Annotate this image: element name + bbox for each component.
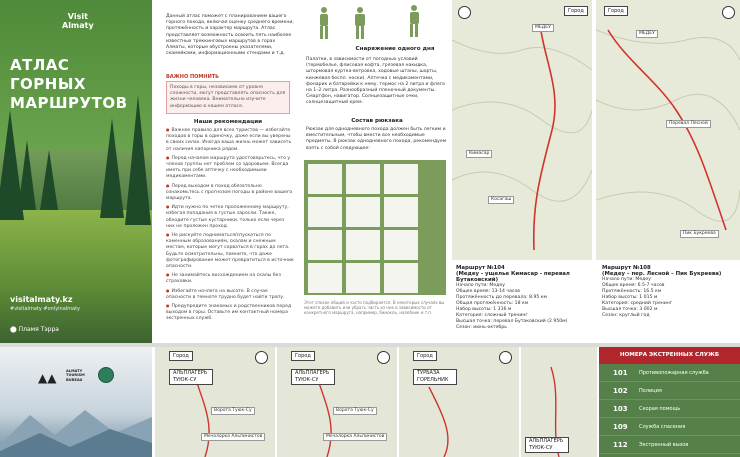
route-title: Маршрут №108 [602, 265, 651, 271]
place-label: Мечалорка Альпинистов [201, 433, 265, 441]
hiker-icon [350, 6, 370, 40]
list-item: ● Не занимайтесь восхождением на скалы без страховки. [166, 272, 294, 285]
backpack-icon [308, 164, 342, 194]
tree-icon [18, 140, 36, 210]
emergency-label: Служба спасения [639, 423, 686, 430]
mosquito-icon [346, 263, 380, 293]
camp-label: АЛЬПЛАГЕРЬ ТУЮК-СУ [169, 369, 213, 385]
mountains-illustration [0, 405, 152, 457]
compass-icon [458, 6, 471, 19]
route-title: Маршрут №104 [456, 265, 505, 271]
city-tag: Город [413, 351, 437, 361]
emergency-row [599, 400, 740, 418]
list-item: ● Перед началом маршрута удостоверьтесь, что у членов группы нет проблем со здоровьем. Всегда иметь при себе аптечку с необходимыми медикаментами. [166, 155, 294, 181]
gear-title: Снаряжение одного дня [355, 46, 435, 52]
route-line-5: Высшая точка: 3 002 м [602, 307, 658, 312]
emergency-title: НОМЕРА ЭКСТРЕННЫХ СЛУЖБ [599, 347, 740, 364]
map-tuyuk-su-2 [277, 347, 397, 457]
place-label: Мечалорка Альпинистов [323, 433, 387, 441]
hiker-icon [314, 6, 334, 40]
hat-icon [308, 263, 342, 293]
brochure-bottom-sheet [0, 347, 740, 457]
camp-label: ТУРБАЗА ГОРЕЛЬНИК [413, 369, 457, 385]
peak-label: Пик Букреева [680, 230, 719, 238]
route-line-7: Сезон: июнь-октябрь [456, 325, 508, 330]
emergency-label: Экстренный вызов [639, 441, 689, 448]
warn-box: Походы в горы, независимо от уровня сложности, могут представлять опасность для жизни человека. Внимательно изучите информацию в нашем атласе. [166, 81, 290, 114]
emergency-row [599, 436, 740, 454]
route-subtitle: (Медеу - ущелье Кимасар - перевал Бутаковский) [456, 271, 570, 283]
medeu-label: МЕДЕУ [636, 30, 658, 38]
tree-icon [125, 95, 151, 225]
route-line [608, 30, 726, 230]
compass-icon [722, 6, 735, 19]
tree-icon [40, 150, 58, 210]
route-108-info [596, 263, 740, 343]
list-item: ● Не рискуйте подниматься/спускаться по каменным образованиям, скалам и снежным местам, которые могут сорваться в горах до лета. Будьте осмотрительны, помните, что даже фотографирование может превратиться в источник опасности. [166, 232, 294, 270]
emergency-number: 102 [613, 386, 628, 395]
list-item: ● Идти нужно по четко проложенному маршруту, избегая попадания в густые заросли. Также, обходите густые кустарники, только если через них не проложен проход. [166, 204, 294, 230]
location-label: Пламя Тэрра [18, 326, 59, 333]
jacket-icon [384, 164, 418, 194]
route-line-6: Сезон: круглый год [602, 313, 650, 318]
map-terrain [399, 347, 519, 457]
mountain-logo-icon: ▲▲ [38, 371, 57, 385]
emergency-panel [599, 347, 740, 457]
city-tag: Город [564, 6, 588, 16]
emergency-label: Скорая помощь [639, 405, 681, 412]
route-104-map [452, 0, 592, 260]
emergency-row [599, 418, 740, 436]
location-pin-icon: ⬤ [10, 326, 19, 333]
cover-title: АТЛАС ГОРНЫХ МАРШРУТОВ [10, 56, 128, 112]
route-line-6: Высшая точка: перевал Бутаковский (2 950м) [456, 319, 568, 324]
intro-text: Данный атлас поможет с планированием вашего горного похода, включая оценку среднего времени, протяжённость и характер маршрута. Атлас представляет возможность освоить пять наиболее известных треккинговых маршрутов в горах Алматы, которые обустроены указателями, скамейками, информационными стендами и т.д. [166, 14, 294, 57]
first-aid-icon [308, 230, 342, 260]
emergency-number: 101 [613, 368, 628, 377]
route-line-1: Общее время: 13-14 часов [456, 289, 520, 294]
intro-column [156, 0, 296, 343]
emergency-number: 112 [613, 440, 628, 449]
route-line-5: Категория: сложный тренинг [456, 313, 528, 318]
food-icon [346, 230, 380, 260]
route-line-3: Общая протяжённость: 18 км [456, 301, 529, 306]
emergency-label: Противопожарная служба [639, 369, 709, 376]
cover-hashtags: #visitalmaty #onlyinalmaty [10, 306, 81, 312]
camp-label: АЛЬПЛАГЕРЬ ТУЮК-СУ [291, 369, 335, 385]
gear-text: Палатки, в зависимости от погодных условий (термобелье, флисовая кофта, грязевая накидка, штормовая куртка-ветровка, ходовые штаны, шорты, кинжевая беспл. носки). Аптечка с медикаментами, фонарик и батарейки к нему, термос на 2 литра и фляга на 1–2 литра. Разнообразный пленочный документы. Смартфон, навигатор. Солнцезащитные очки, солнцезащитный крем. [306, 57, 445, 106]
compass-icon [384, 263, 418, 293]
compass-icon [377, 351, 390, 364]
bottle-icon [346, 164, 380, 194]
hiker-icon [404, 4, 424, 38]
warn-title: ВАЖНО ПОМНИТЬ [166, 74, 219, 80]
route-line-2: Протяжённость: 16.5 км [602, 289, 662, 294]
pack-title: Состав рюкзака [351, 118, 403, 124]
list-item: ● Важное правило для всех туристов — избегайте походов в горы в одиночку, даже если вы уверены в своих силах. Иногда ваша жизнь может зависеть от наличия напарника рядом. [166, 127, 294, 153]
city-tag: Город [291, 351, 315, 361]
kosagash-label: Косагаш [488, 196, 514, 204]
compass-icon [499, 351, 512, 364]
route-line-4: Набор высоты: 1 316 м [456, 307, 512, 312]
route-104-terrain [452, 0, 592, 260]
back-cover-panel [0, 347, 152, 457]
tourism-bureau-logo: ALMATY TOURISM BUREAU [66, 369, 85, 382]
pack-text: Рюкзак для однодневного похода должен быть легким и вместительным, чтобы вмести все необходимые предметы. В рюкзак однодневного похода, рекомендуем взять с собой следующее: [306, 127, 447, 151]
map-gorelnik [399, 347, 519, 457]
route-line-2: Протяжённость до перевала: 8.95 км [456, 295, 548, 300]
route-104-info [452, 263, 592, 343]
route-subtitle: (Медеу – пер. Лесной – Пик Букреева) [602, 271, 722, 277]
partner-logo-icon [98, 367, 114, 383]
recommend-list [166, 127, 294, 323]
city-tag: Город [604, 6, 628, 16]
city-tag: Город [169, 351, 193, 361]
recommend-title: Наши рекомендации [193, 119, 263, 125]
emergency-number: 103 [613, 404, 628, 413]
cover-location [10, 326, 59, 333]
list-item: ● Избегайте ночлега на высоте. В случае опасности в темноте трудно будет найти тропу. [166, 288, 294, 301]
list-item: ● Предупредите знакомых и родственников перед выходом в горы. Оставьте им контактный номера экстренных служб. [166, 303, 294, 323]
medeu-label: МЕДЕУ [532, 24, 554, 32]
emergency-row [599, 382, 740, 400]
route-line-3: Набор высоты: 1 015 м [602, 295, 658, 300]
gear-column [300, 0, 450, 343]
route-line-0: Начало пути: Медеу [456, 283, 505, 288]
list-item: ● Перед выходом в поход обязательно ознакомьтесь с прогнозом погоды в районе вашего маршрута. [166, 183, 294, 203]
route-line-4: Категория: средний тренинг [602, 301, 673, 306]
map-tuyuk-su-1 [155, 347, 275, 457]
cover-meadow [0, 210, 152, 343]
poles-icon [384, 197, 418, 227]
route-line [534, 24, 555, 250]
boots-icon [308, 197, 342, 227]
pass-label: Перевал Лесной [666, 120, 711, 128]
route-108-map [596, 0, 740, 260]
emergency-label: Полиция [639, 387, 662, 394]
camp-label: АЛЬПЛАГЕРЬ ТУЮК-СУ [525, 437, 569, 453]
tree-icon [100, 118, 124, 218]
route-line-1: Общее время: 6.5-7 часов [602, 283, 665, 288]
route-108-terrain [596, 0, 740, 260]
cover-url: visitalmaty.kz [10, 295, 73, 304]
place-label: Ворота Туюк-Су [211, 407, 255, 415]
emergency-number: 109 [613, 422, 628, 431]
compass-icon [255, 351, 268, 364]
pack-icon-grid [304, 160, 446, 295]
phone-icon [346, 197, 380, 227]
cover-panel [0, 0, 152, 343]
place-label: Ворота Туюк-Су [333, 407, 377, 415]
route-line-0: Начало пути: Медеу [602, 277, 651, 282]
kimasar-label: Кимасар [466, 150, 492, 158]
map-tuyuk-su-3 [521, 347, 597, 457]
gear-caption: Этот список общий и часто подбирается. В некоторых случаях вы можете добавить или убрать часть из них в зависимости от конкретного маршрута, например, бинокль, налобник и т.п. [304, 300, 445, 315]
visit-almaty-logo: Visit Almaty [62, 12, 94, 30]
emergency-row [599, 364, 740, 382]
sunglasses-icon [384, 230, 418, 260]
